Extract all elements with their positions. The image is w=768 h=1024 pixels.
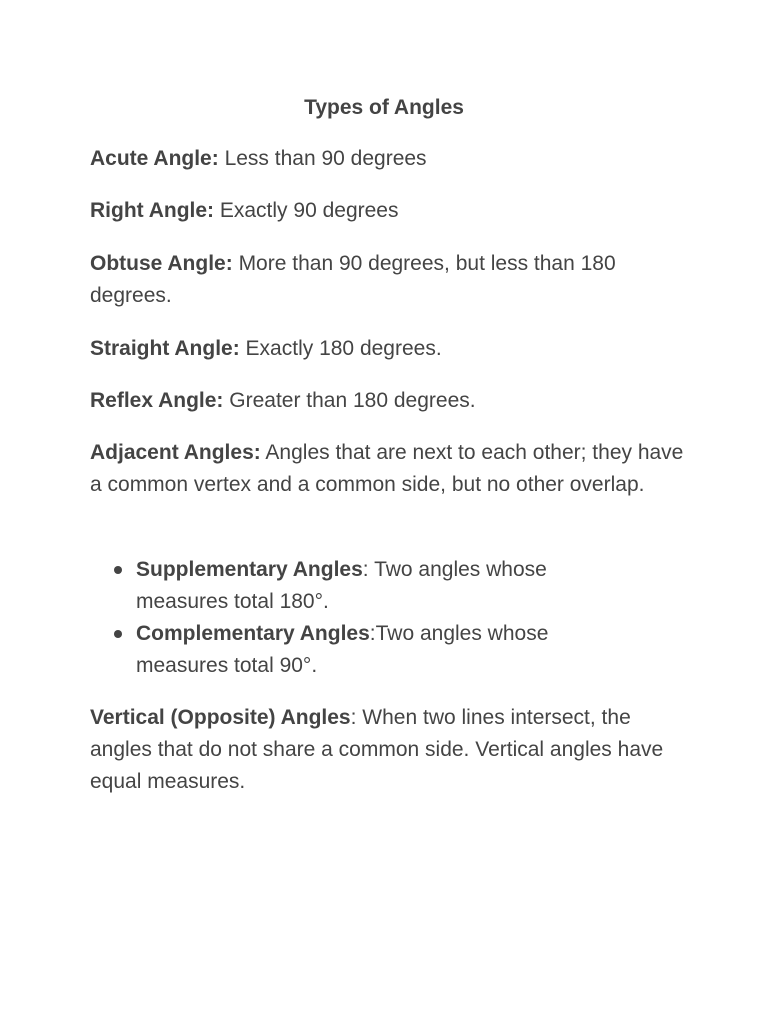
definition-text: Less than 90 degrees <box>218 147 427 170</box>
definition-obtuse <box>90 248 670 312</box>
definition-acute <box>90 143 690 175</box>
definition-reflex <box>90 385 690 417</box>
term-label: Vertical (Opposite) Angles <box>90 706 351 729</box>
list-item-complementary <box>110 618 630 682</box>
definition-text: :Two angles whose measures total 90°. <box>136 622 549 677</box>
term-label: Supplementary Angles <box>136 558 363 581</box>
list-item-supplementary <box>110 554 630 618</box>
definition-text: Exactly 180 degrees. <box>239 337 442 360</box>
term-label: Acute Angle: <box>90 147 219 170</box>
term-label: Obtuse Angle: <box>90 252 233 275</box>
term-label: Right Angle: <box>90 199 215 222</box>
definition-right <box>90 195 690 227</box>
term-label: Adjacent Angles: <box>90 441 261 464</box>
definition-text: : Two angles whose measures total 180°. <box>136 558 547 613</box>
definition-vertical <box>90 702 690 798</box>
definition-text: More than 90 degrees, but less than 180 degrees. <box>90 252 616 307</box>
bullet-icon <box>114 630 122 638</box>
bullet-list <box>110 554 630 682</box>
definition-text: Angles that are next to each other; they have a common vertex and a common side, but no other overlap. <box>90 441 684 496</box>
bullet-icon <box>114 566 122 574</box>
term-label: Straight Angle: <box>90 337 240 360</box>
definition-text: : When two lines intersect, the angles that do not share a common side. Vertical angles have equal measures. <box>90 706 664 793</box>
definition-straight <box>90 333 690 365</box>
definition-text: Greater than 180 degrees. <box>223 389 476 412</box>
term-label: Complementary Angles <box>136 622 370 645</box>
definition-adjacent <box>90 437 690 501</box>
page-title: Types of Angles <box>304 96 464 119</box>
definition-text: Exactly 90 degrees <box>214 199 399 222</box>
term-label: Reflex Angle: <box>90 389 224 412</box>
